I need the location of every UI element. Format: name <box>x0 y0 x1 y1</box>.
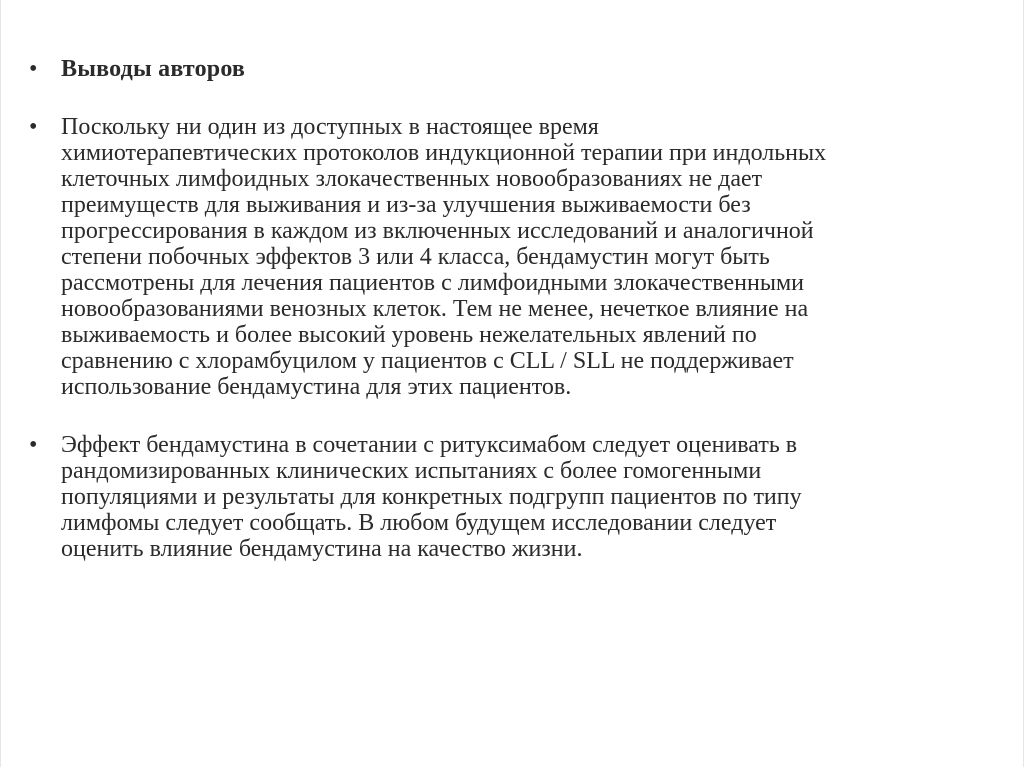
paragraph-1-line: прогрессирования в каждом из включенных исследований и аналогичной <box>61 218 814 244</box>
paragraph-1-line: преимуществ для выживания и из-за улучшения выживаемости без <box>61 192 751 218</box>
paragraph-1-line: новообразованиями венозных клеток. Тем не менее, нечеткое влияние на <box>61 296 809 322</box>
paragraph-2-item <box>29 432 989 562</box>
paragraph-1-line: выживаемость и более высокий уровень нежелательных явлений по <box>61 322 757 348</box>
bullet-marker: • <box>29 114 38 140</box>
bullet-marker: • <box>29 56 38 82</box>
paragraph-2-line: лимфомы следует сообщать. В любом будущем исследовании следует <box>61 510 777 536</box>
paragraph-1-line: клеточных лимфоидных злокачественных новообразованиях не дает <box>61 166 763 192</box>
paragraph-1-line: Поскольку ни один из доступных в настоящее время <box>61 114 599 140</box>
paragraph-1-item <box>29 114 989 400</box>
paragraph-1-line: рассмотрены для лечения пациентов с лимфоидными злокачественными <box>61 270 804 296</box>
heading-item <box>29 56 989 82</box>
paragraph-2-line: популяциями и результаты для конкретных подгрупп пациентов по типу <box>61 484 802 510</box>
paragraph-1-line: химиотерапевтических протоколов индукционной терапии при индольных <box>61 140 827 166</box>
bullet-marker: • <box>29 432 38 458</box>
paragraph-1-line: степени побочных эффектов 3 или 4 класса, бендамустин могут быть <box>61 244 770 270</box>
slide-heading: Выводы авторов <box>61 56 246 82</box>
paragraph-1-line: сравнению с хлорамбуцилом у пациентов с CLL / SLL не поддерживает <box>61 348 794 374</box>
paragraph-2-line: оценить влияние бендамустина на качество жизни. <box>61 536 583 562</box>
bullet-list <box>29 50 989 562</box>
paragraph-1-line: использование бендамустина для этих пациентов. <box>61 374 572 400</box>
paragraph-2-line: рандомизированных клинических испытаниях с более гомогенными <box>61 458 762 484</box>
paragraph-2-line: Эффект бендамустина в сочетании с ритуксимабом следует оценивать в <box>61 432 798 458</box>
